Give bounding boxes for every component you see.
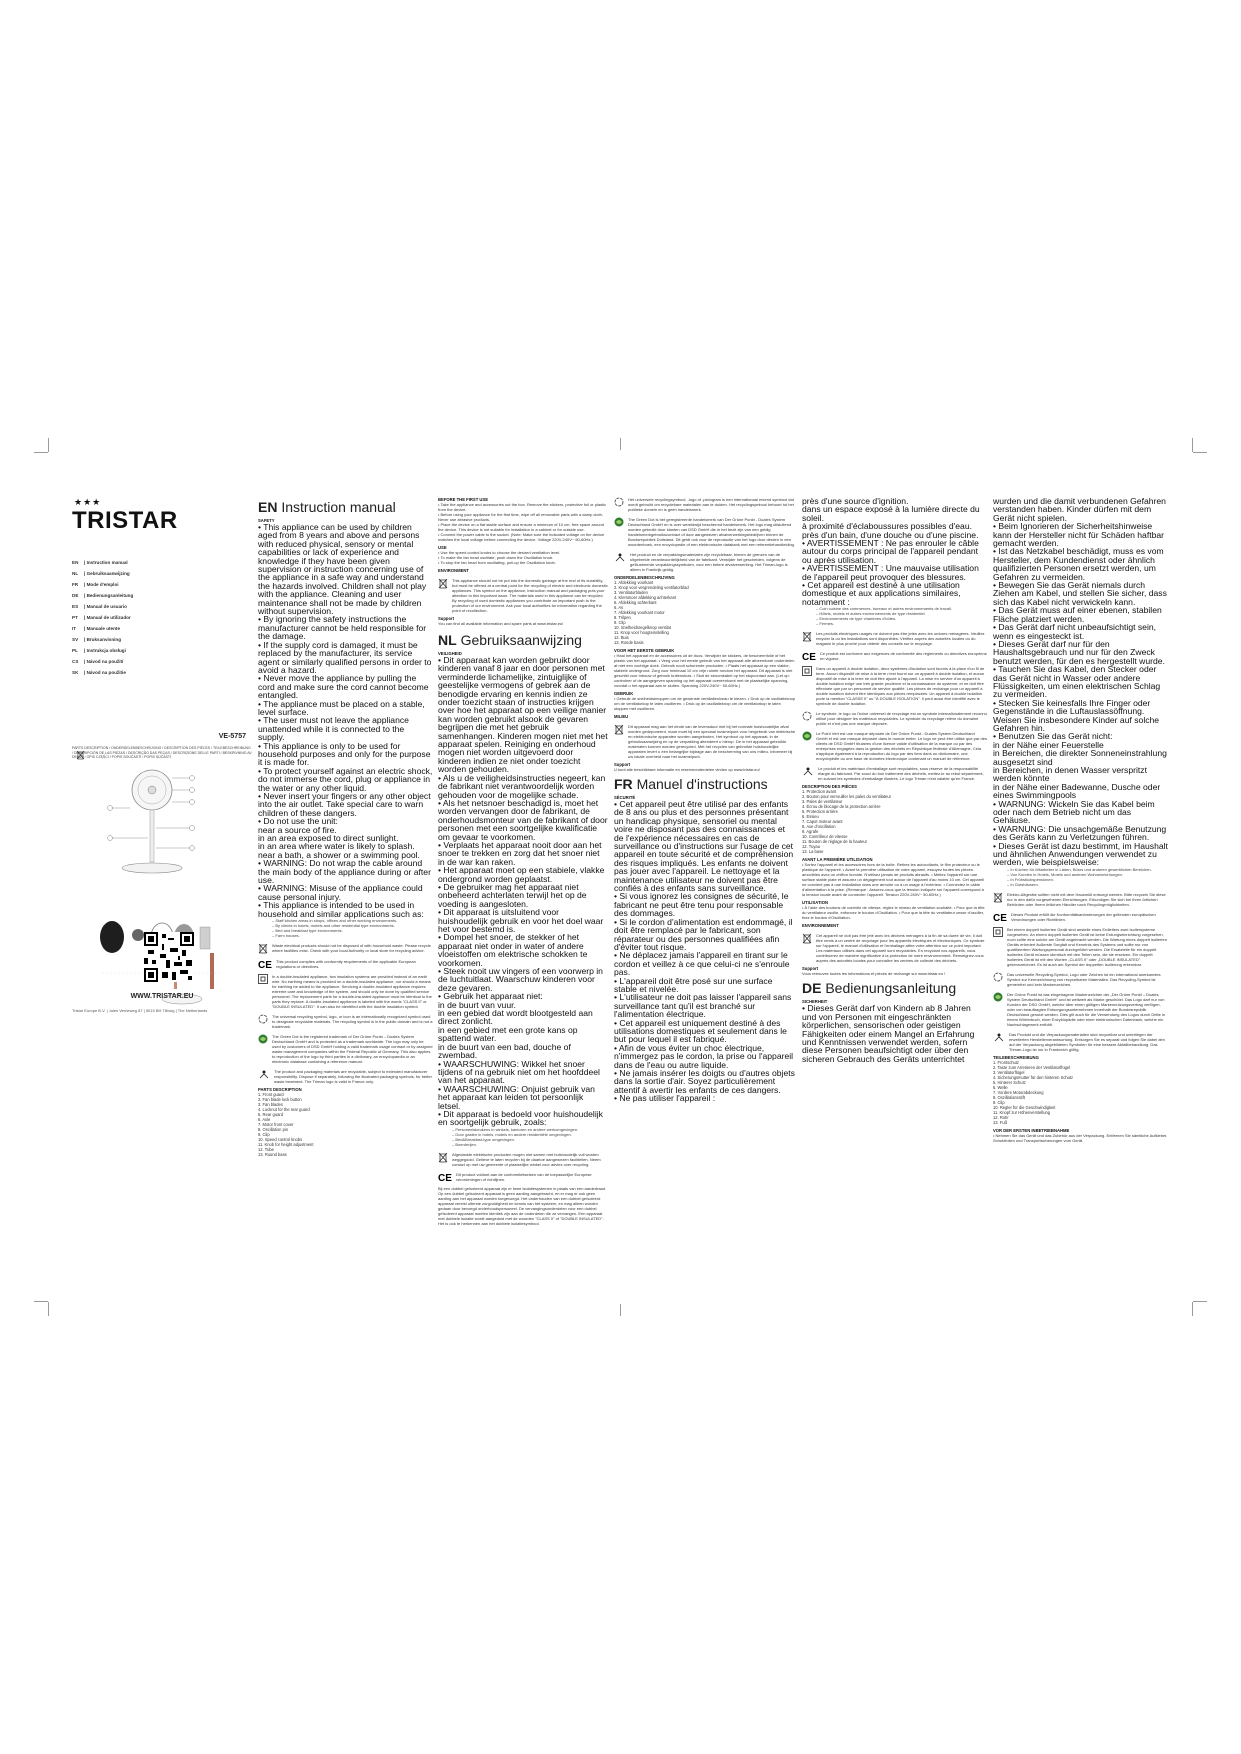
use-text: • À l'aide des boutons de contrôle de vitesse, réglez le niveau de ventilation souhaité. • Pour que la tête du ventilateur oscille, enfoncez le bouton d'Oscillation. • Pour que la tête du ventilateur cesse d'osciller, tirez le bouton d'Oscillation.	[802, 905, 985, 921]
support-text: Vous retrouvez toutes les informations et pièces de rechange sur www.tristar.eu !	[802, 971, 946, 977]
safety-instructions: • Cet appareil peut être utilisé par des enfants de 8 ans ou plus et des personnes présentant un handicap physique, sensoriel ou mental voire ne disposant pas des connaissances et de l'expérience nécessaires en cas de surveillance ou d'instructions sur l'usage de cet appareil en toute sécurité et de compréhension des risques impliqués. Les enfants ne doivent pas jouer avec l'appareil. Le nettoyage et la maintenance utilisateur ne doivent pas être confiés à des enfants sans surveillance. • Si vous ignorez les consignes de sécurité, le fabricant ne peut être tenu pour responsable des dommages. • Si le cordon d'alimentation est endommagé, il doit être remplacé par le fabricant, son réparateur ou des personnes qualifiées afin d'éviter tout risque. • Ne déplacez jamais l'appareil en tirant sur le cordon et veillez à ce que celui-ci ne s'enroule pas. • L'appareil doit être posé sur une surface stable et nivelée. • L'utilisateur ne doit pas laisser l'appareil sans surveillance tant qu'il est branché sur l'alimentation électrique. • Cet appareil est uniquement destiné à des utilisations domestiques et seulement dans le but pour lequel il est fabriqué. • Afin de vous éviter un choc électrique, n'immergez pas le cordon, la prise ou l'appareil dans de l'eau ou autre liquide. • Ne jamais insérer les doigts ou d'autres objets dans la sortie d'air. Soyez particulièrement attentif à avertir les enfants de ces dangers. • Ne pas utiliser l'appareil :	[614, 799, 795, 1104]
parts-heading: TEILEBESCHREIBUNG	[993, 1054, 1039, 1060]
recycling-icon	[258, 1014, 268, 1024]
language-item: ES | Manual de usuario	[72, 604, 127, 609]
note-double-insulation: Bei einem doppelt isolierten Gerät sind anstelle eines Erdleiters zwei Isoliersysteme vorgesehen. An einem doppelt isolierten Gerät ist keine Erdungseinrichtung vorgesehen, noch sollte eine solche am Gerät angebracht werden. Die Wartung eines doppelt isolierten Geräts erfordert äußerste Sorgfalt und Kenntnis des Systems und sollte nur von qualifiziertem Wartungspersonal durchgeführt werden. Die Ersatzteile für ein doppelt isoliertes Gerät müssen identisch mit den Teilen sein, die sie ersetzen. Ein doppelt isoliertes Gerät ist mit den Worten „CLASS II" oder „DOUBLE INSULATED" gekennzeichnet. Es ist auch am Symbol der doppelten Isolierung erkennbar.	[993, 927, 1168, 967]
cover-footer	[72, 932, 252, 1013]
brand-logo: TRISTAR	[72, 507, 178, 534]
parts-heading-multilang: PARTS DESCRIPTION / ONDERDELENBESCHRIJVING / DESCRIPTION DES PIÈCES / TEILEBESCHREIBUNG / DESCRIPCIÓN DE LAS PIEZAS / DESCRIÇÃO DAS PEÇAS / DESCRIZIONE DELLE PARTI / BESKRIVNING AV DELAR / OPIS CZĘŚCI / POPIS SOUČÁSTÍ / POPIS SÚČASTÍ	[72, 746, 252, 760]
section-title-de: DE Bedienungsanleitung	[802, 980, 957, 997]
french-german-column	[802, 497, 987, 1087]
parts-heading: ONDERDELENBESCHRIJVING	[614, 575, 675, 580]
note-weee: Elektro-Altgeräte sollten nicht mit dem Hausmüll entsorgt werden. Bitte recyceln Sie diese nur in den dafür vorgesehenen Einrichtungen. Erkundigen Sie sich bei Ihren örtlichen Behörden oder Ihrem örtlichen Händler nach Recyclingmöglichkeiten.	[993, 892, 1168, 907]
weee-bin-icon	[802, 933, 812, 944]
before-use-heading: VOR DER ERSTEN INBETRIEBNAHME	[993, 1127, 1070, 1133]
note-weee: Waste electrical products should not be disposed of with household waste. Please recycle where facilities exist. Check with your local Authority or local store for recycling advice.	[258, 943, 433, 954]
note-recycling: Das universelle Recycling-Symbol, Logo oder Zeichen ist ein international anerkanntes Symbol zur Kennzeichnung von recycelbaren Materialien. Das Recycling-Symbol ist gemeinfrei und kein Markenzeichen.	[993, 972, 1168, 987]
before-use-text: • Nehmen Sie das Gerät und das Zubehör aus der Verpackung. Entfernen Sie sämtliche Aufkleber, Schutzfolien und Transportsicherungen vom Gerät.	[993, 1132, 1168, 1143]
language-item: PL | Instrukcja obsługi	[72, 648, 126, 653]
ce-mark-icon	[438, 1172, 452, 1182]
safety-heading: SICHERHEIT	[802, 999, 828, 1005]
weee-bin-icon	[258, 943, 268, 954]
note-weee: Afgedankte elektrische producten mogen niet samen met huishoudelijk vuil worden weggegooid. Gelieve te laten recyclen bij de daartoe aangewezen faciliteiten. Neem contact op met uw gemeente of plaatselijke winkel voor advies over recycling.	[438, 1152, 608, 1167]
parts-heading: PARTS DESCRIPTION	[258, 1087, 302, 1093]
svg-text:CE: CE	[993, 912, 1007, 924]
note-green-dot: Le Point Vert est une marque déposée de Der Grüne Punkt - Duales System Deutschland GmbH et est une marque déposée dans le monde entier. Le logo ne peut être utilisé que par des clients de DSD GmbH titulaires d'une licence valide d'utilisation de la marque ou par des entreprises engagées dans la gestion des déchets en République fédérale d'Allemagne. Cela s'applique également à la reproduction du logo par des tiers dans un dictionnaire, une encyclopédie ou une base de données électronique contenant un manuel de référence.	[802, 731, 987, 761]
safety-instructions-continued: près d'une source d'ignition. dans un espace exposé à la lumière directe du soleil. à proximité d'éclaboussures possibles d'eau. près d'un bain, d'une douche ou d'une piscine. • AVERTISSEMENT : Ne pas enrouler le câble autour du corps principal de l'appareil pendant ou après utilisation. • AVERTISSEMENT : Une mauvaise utilisation de l'appareil peut provoquer des blessures. • Cet appareil est destiné à une utilisation domestique et aux applications similaires, notamment :	[802, 496, 980, 607]
green-dot-icon	[614, 517, 624, 527]
use-heading: UTILISATION	[802, 900, 828, 906]
website-link[interactable]: WWW.TRISTAR.EU	[130, 993, 194, 1000]
double-insulation-icon	[993, 927, 1003, 937]
language-item: FR | Mode d'emploi	[72, 582, 119, 587]
environment-heading: ENVIRONMENT	[438, 568, 469, 573]
note-ce: CE Ce produit est conforme aux exigences de conformité des règlements ou directives européens en vigueur.	[802, 651, 987, 664]
triman-icon	[614, 552, 626, 562]
green-dot-icon	[258, 1034, 268, 1044]
language-item: NL | Gebruiksaanwijzing	[72, 571, 130, 576]
support-heading: Support	[802, 966, 819, 972]
ce-mark-icon	[258, 959, 272, 972]
crop-mark	[34, 452, 48, 453]
svg-text:CE: CE	[802, 652, 816, 664]
safety-instructions: • This appliance can be used by children aged from 8 years and above and persons with reduced physical, sensory or mental capabilities or lack of experience and knowledge if they have been given supervision or instruction concerning use of the appliance in a safe way and understand the hazards involved. Children shall not play with the appliance. Cleaning and user maintenance shall not be made by children without supervision. • By ignoring the safety instructions the manufacturer cannot be held responsible for the damage. • If the supply cord is damaged, it must be replaced by the manufacturer, its service agent or similarly qualified persons in order to avoid a hazard. • Never move the appliance by pulling the cord and make sure the cord cannot become entangled. • The appliance must be placed on a stable, level surface. • The user must not leave the appliance unattended while it is connected to the supply. • This appliance is only to be used for household purposes and only for the purpose it is made for. • To protect yourself against an electric shock, do not immerse the cord, plug or appliance in the water or any other liquid. • Never insert your fingers or any other object into the air outlet. Take special care to warn children of these dangers. • Do not use the unit: near a source of fire. in an area exposed to direct sunlight. in an area where water is likely to splash. near a bath, a shower or a swimming pool. • WARNING: Do not wrap the cable around the main body of the appliance during or after use. • WARNING: Misuse of the appliance could cause personal injury. • This appliance is intended to be used in household and similar applications such as:	[258, 522, 433, 919]
environment-note: This appliance should not be put into the domestic garbage at the end of its durability, but must be offered at a central point for the recycling of electric and electronic domestic appliances. This symbol on the appliance, instruction manual and packaging puts your attention to this important issue. The materials used in this appliance can be recycled. By recycling of used domestic appliances you contribute an important push to the protection of our environment. Ask your local authorities for information regarding the point of recollection.	[438, 578, 608, 613]
fold-mark	[620, 1304, 621, 1316]
double-insulation-icon	[802, 666, 812, 676]
qr-code-icon[interactable]	[144, 932, 194, 982]
note-triman: Le produit et les matériaux d'emballage sont recyclables, sous réserve de la responsabilité élargie du fabricant. Par souci du bon traitement des déchets, mettez-le au rebut séparément, en suivant les symboles d'emballage illustrés. Le logo Triman n'est valable qu'en France.	[802, 766, 987, 781]
safety-heading: SÉCURITÉ	[614, 795, 636, 800]
crop-mark	[1193, 1301, 1207, 1302]
weee-bin-icon	[993, 892, 1003, 903]
language-list	[72, 557, 252, 678]
note-ce: CE This product complies with conformity requirements of the applicable European regulations or directives.	[258, 959, 416, 972]
before-use-heading: VOOR HET EERSTE GEBRUIK	[614, 648, 675, 653]
dutch-french-column	[614, 497, 796, 1104]
support-heading: Support	[438, 616, 455, 621]
safety-heading: SAFETY	[258, 518, 275, 523]
green-dot-icon	[993, 992, 1003, 1002]
fold-mark	[620, 438, 621, 450]
safety-instructions-continued: wurden und die damit verbundenen Gefahren verstanden haben. Kinder dürfen mit dem Gerät nicht spielen. • Beim Ignorieren der Sicherheitshinweise kann der Hersteller nicht für Schäden haftbar gemacht werden. • Ist das Netzkabel beschädigt, muss es vom Hersteller, dem Kundendienst oder ähnlich qualifizierten Personen ersetzt werden, um Gefahren zu vermeiden. • Bewegen Sie das Gerät niemals durch Ziehen am Kabel, und stellen Sie sicher, dass sich das Kabel nicht verwickeln kann. • Das Gerät muss auf einer ebenen, stabilen Fläche platziert werden. • Das Gerät darf nicht unbeaufsichtigt sein, wenn es eingesteckt ist. • Dieses Gerät darf nur für den Haushaltsgebrauch und nur für den Zweck benutzt werden, für den es hergestellt wurde. • Tauchen Sie das Kabel, den Stecker oder das Gerät nicht in Wasser oder andere Flüssigkeiten, um einen elektrischen Schlag zu vermeiden. • Stecken Sie keinesfalls Ihre Finger oder Gegenstände in die Luftauslassöffnung. Weisen Sie insbesondere Kinder auf solche Gefahren hin. • Benutzen Sie das Gerät nicht: in der Nähe einer Feuerstelle in Bereichen, die direkter Sonneneinstrahlung ausgesetzt sind in Bereichen, in denen Wasser verspritzt werden könnte in der Nähe einer Badewanne, Dusche oder eines Swimmingpools • WARNUNG: Wickeln Sie das Kabel beim oder nach dem Betrieb nicht um das Gehäuse. • WARNUNG: Die unsachgemäße Benutzung des Geräts kann zu Verletzungen führen. • Dieses Gerät ist dazu bestimmt, im Haushalt und ähnlichen Anwendungen verwendet zu werden, wie beispielsweise:	[993, 496, 1168, 868]
svg-text:CE: CE	[438, 1172, 452, 1184]
note-ce: CE Dieses Produkt erfüllt die Konformitätsanforderungen der geltenden europäischen Verordnungen oder Richtlinien.	[993, 911, 1156, 924]
section-title-fr: FR Manuel d'instructions	[614, 776, 768, 792]
before-use-text: • Sortez l'appareil et les accessoires hors de la boîte. Retirez les autocollants, le film protecteur ou le plastique de l'appareil. • Avant la première utilisation de votre appareil, essuyez toutes les pièces amovibles avec un chiffon humide. N'utilisez jamais de produits abrasifs. • Mettez l'appareil sur une surface stable plate et assurez un dégagement tout autour de l'appareil d'au moins 10 cm. Cet appareil ne convient pas à une installation dans une armoire ou à un usage à l'extérieur. • Connectez le câble d'alimentation à la prise. (Remarque : Assurez-vous que la tension indiquée sur l'appareil correspond à la tension locale avant de connecter l'appareil. Tension 220V-240V~ 50-60Hz.)	[802, 862, 985, 898]
parts-list: 1. Afdekking voorkant 2. Knop voor vergrendeling ventilatorblad 3. Ventilatorbladen 4. Klemmoer afdekking achterkant 5. Afdekking achterkant 6. As 7. Afdekking voorkant motor 8. Trilpen 9. Clip 10. Snelheidsregelknop ventilat 11. Knop voor hoogteinstelling 12. Buis 13. Ronde basis	[614, 580, 689, 645]
support-text: U kunt alle beschikbare informatie en reserveonderdelen vinden op www.tristar.eu!	[614, 767, 760, 772]
weee-bin-icon	[802, 631, 812, 642]
safety-heading: VEILIGHEID	[438, 651, 462, 656]
ce-mark-icon	[993, 912, 1007, 922]
fan-drawing	[72, 768, 252, 878]
recycling-icon	[993, 972, 1003, 982]
applications-list: – Staff kitchen areas in shops, offices and other working environments. – By clients in hotels, motels and other residential type environments. – Bed and breakfast type environments. – Farm houses.	[272, 918, 398, 939]
before-use-heading: AVANT LA PREMIÈRE UTILISATION	[802, 857, 873, 863]
note-double-insulation: Dans un appareil à double isolation, deux systèmes d'isolation sont fournis à la place d'un fil de terre. Aucun dispositif de mise à la terre n'est fourni sur un appareil à double isolation, et aucun dispositif de mise à la terre ne doit être ajouté à l'appareil. La mise en service d'un appareil à double isolation exige une très grande prudence et la connaissance du système, et ne doit être effectuée que par un personnel de service qualifié. Les pièces de rechange pour un appareil à double isolation doivent être identiques aux pièces remplacées. Un appareil à double isolation porte la mention "CLASSE II" ou "À DOUBLE ISOLATION". Il peut aussi être identifié avec le symbole de double isolation.	[802, 666, 987, 706]
english-dutch-column	[438, 497, 608, 1226]
applications-list: – In Küchen für Mitarbeiter in Läden, Büros und anderen gewerblichen Bereichen. – Von Kunden in Hotels, Motels und anderen Wohneinrichtungen. – In Frühstückspensionen. – In Gutshäusern.	[1007, 866, 1152, 887]
parts-list: 1. Front guard 2. Fan blade lock button 3. Fan blades 4. Locknut for the rear guard 5. Rear guard 6. Axle 7. Motor front cover 8. Oscillation pin 9. Clip 10. Speed control knobs 11. Knob for height adjustment 12. Tube 13. Round base	[258, 1092, 314, 1158]
recycling-icon	[614, 497, 624, 507]
crop-mark	[1193, 452, 1207, 453]
model-number: VE-5757	[218, 733, 246, 740]
use-heading: GEBRUIK	[614, 691, 634, 696]
note-ce: CE Dit product voldoet aan de conformiteitseisen van de toepasselijke Europese verordeningen of richtlijnen.	[438, 1171, 592, 1184]
environment-note: Cet appareil ne doit pas être jeté avec les déchets ménagers à la fin de sa durée de vie, il doit être remis à un centre de recyclage pour les appareils électriques et électroniques. Ce symbole sur l'appareil, le manuel d'utilisation et l'emballage attire votre attention sur ce point important. Les matériaux utilisés dans cet appareil sont recyclables. En recyclant vos appareils, vous contribuerez de manière significative à la protection de notre environnement. Renseignez-vous auprès des autorités locales pour connaître les centres de collecte des déchets.	[802, 933, 987, 963]
note-weee: Les produits électriques usagés ne doivent pas être jetés avec les ordures ménagères. Veuillez recycler là où les installations sont disponibles. Vérifiez auprès des autorités locales ou du magasin le plus proche pour obtenir des conseils sur le recyclage.	[802, 631, 987, 646]
svg-text:CE: CE	[258, 960, 272, 972]
note-green-dot: The Green Dot is het geregistreerde handelsmerk van Der Grüne Punkt - Duales System Deutschland GmbH en is over wereldwijd beschermd handelsmerk. Het logo mag uitsluitend worden gebruikt door klanten van DSD GmbH die in het bezit zijn van een geldig handelsmerkgebruikscontract of door aangewezen afvalverwerkingsbedrijven binnen de Bondsrepubliek Duitsland. Dit geldt ook voor de reproductie van het logo door derden in een woordenboek, een encyclopedie of een elektronische databank met een referentiehandleiding.	[614, 517, 796, 547]
double-insulation-icon	[258, 974, 268, 984]
green-dot-icon	[802, 731, 812, 741]
applications-list: – Coin cuisine des commerces, bureaux et autres environnements de travail. – Hôtels, motels et autres environnements de type résidentiel. – Environnements de type chambres d'hôtes. – Fermes.	[816, 606, 952, 627]
cover-column	[72, 497, 252, 1102]
note-triman: The product and packaging materials are recyclable, subject to extended manufacturer responsibility. Dispose if separately, following the illustrated packaging symbols, for better waste treatment. The Triman logo is valid in France only.	[258, 1069, 433, 1084]
weee-bin-icon	[614, 724, 624, 735]
crop-mark	[48, 1302, 49, 1316]
english-column	[258, 497, 433, 1158]
note-green-dot: The Green Dot is the registered trademark of Der Grüne Punkt – Duales System Deutschland GmbH and is protected as a trademark worldwide. The logo may only be used by customers of DSD GmbH holding a valid trademark usage contract or by assigned waste management companies within the Federal Republic of Germany. This also applies to reproduction of the logo by third parties in a dictionary, an encyclopaedia or an electronic database containing a reference manual.	[258, 1034, 433, 1064]
recycling-icon	[802, 711, 812, 721]
language-item: EN | Instruction manual	[72, 560, 128, 565]
safety-instructions: • Dieses Gerät darf von Kindern ab 8 Jahren und von Personen mit eingeschränkten körperlichen, sensorischen oder geistigen Fähigkeiten oder einem Mangel an Erfahrung und Kenntnissen verwendet werden, sofern diese Personen beaufsichtigt oder über den sicheren Gebrauch des Geräts unterrichtet	[802, 1003, 975, 1064]
environment-heading: MILIEU	[614, 714, 629, 719]
note-recycling: The universal recycling symbol, logo, or icon is an internationally recognized symbol used to designate recyclable materials. The recycling symbol is in the public domain and is not a trademark.	[258, 1014, 433, 1029]
weee-bin-icon	[438, 578, 448, 589]
note-double-insulation: In a double-insulated appliance, two insulation systems are provided instead of an earth wire. No earthing means is provided on a double-insulated appliance, nor should a means for earthing be added to the appliance. Servicing a double-insulated appliance requires extreme care and knowledge of the system, and should only be done by qualified service personnel. The replacement parts for a double-insulated appliance must be identical to the parts they replace. A double-insulated appliance is labeled with the words "CLASS II" or "DOUBLE INSULATED". It can also be identified with the double insulation symbol.	[258, 974, 433, 1009]
weee-bin-icon	[76, 747, 85, 765]
language-item: SK | Návod na použitie	[72, 670, 126, 675]
language-item: DE | Bedienungsanleitung	[72, 593, 134, 598]
support-heading: Support	[614, 762, 631, 767]
fan-assembled-illustration	[72, 768, 252, 883]
ce-mark-icon	[802, 651, 816, 664]
use-text: • Use the speed control knobs to choose the desired ventilation level. • To make the fan head oscillate, push down the Oscillation knob. • To stop the fan head from oscillating, pull-up the Oscillation knob.	[438, 550, 561, 565]
before-use-text: • Haal het apparaat en de accessoires uit de doos. Verwijder de stickers, de beschermfolie of het plastic van het apparaat. • Veeg voor het eerste gebruik van het apparaat alle afneembare onderdelen af met een vochtige doek. Gebruik nooit schurende producten. • Plaats het apparaat op een vlakke, stabiele ondergrond. Zorg voor minimaal 10 cm vrije ruimte rondom het apparaat. Dit apparaat is niet geschikt voor inbouw of gebruik buitenshuis. • Sluit de stroomkabel op het stopcontact aan. (Let op: controleer of de aangegeven spanning op het apparaat overeenkomt met de plaatselijke spanning, voordat u het apparaat aan te sluiten. Spanning 220V-240V~ 50-60Hz.)	[614, 653, 795, 688]
note-triman: Das Produkt und die Verpackungsmaterialien sind recycelbar und unterliegen der erweiterten Herstellerverantwortung. Entsorgen Sie es separat und folgen Sie dabei den auf der Verpackung abgebildeten Symbolen für eine bessere Abfallbehandlung. Das Triman-Logo ist nur in Frankreich gültig.	[993, 1032, 1168, 1052]
before-use-heading: BEFORE THE FIRST USE	[438, 497, 489, 502]
use-heading: USE	[438, 545, 447, 550]
language-item: IT | Manuale utente	[72, 626, 120, 631]
note-double-insulation: Bij een dubbel geïsoleerd apparaat zijn er twee isolatiesystemen in plaats van een aardedraad. Op een dubbel geïsoleerd apparaat is geen aarding aangebracht, en er mag er ook geen aarding aan het apparaat worden toegevoegd. Het onderhouden van een dubbel geïsoleerd apparaat vereist uiterste zorgvuldigheid en kennis van het systeem, en mag alleen worden gedaan door bevoegd onderhoudspersoneel. De vervangingsonderdelen voor een dubbel geïsoleerd apparaat moeten identiek zijn aan de onderdelen die ze vervangen. Een apparaat met dubbele isolatie wordt aangeduid met de woorden "CLASS II" of "DOUBLE INSULATED". Het is ook te herkennen aan het dubbele isolatiesymbool.	[438, 1185, 607, 1226]
parts-heading: DESCRIPTION DES PIÈCES	[802, 784, 857, 790]
language-item: CS | Návod na použití	[72, 659, 124, 664]
applications-list: – Personeelskeukens in winkels, kantoren en andere werkomgevingen. – Door gasten in hotels, motels en andere residentiële omgevingen. – Bed&Breakfast-type omgevingen. – Boerderijen.	[452, 1126, 579, 1147]
section-title-nl: NL Gebruiksaanwijzing	[438, 632, 582, 648]
environment-note: Dit apparaat mag aan het einde van de levensduur niet bij het normale huishoudelijke afval worden gedeponeerd, maar moet bij een speciaal inzamelpunt voor hergebruik van elektrische en elektronische apparaten worden aangeboden. Het symbool op het apparaat, in de gebruiksaanwijzing en op de verpakking attendeert u hierop. De in het apparaat gebruikte materialen kunnen worden gerecycled. Met het recyclen van gebruikte huishoudelijke apparaten levert u een belangrijke bijdrage aan de bescherming van ons milieu. Informeer bij uw lokale overheid naar het inzamelpunt.	[614, 724, 796, 759]
environment-heading: ENVIRONNEMENT	[802, 923, 839, 929]
crop-mark	[48, 438, 49, 452]
triman-icon	[802, 766, 814, 776]
german-column	[993, 496, 1168, 1143]
crop-mark	[34, 1301, 48, 1302]
language-item: SV | Bruksanvisning	[72, 637, 122, 642]
note-recycling: Le symbole, le logo ou l'icône universel de recyclage est un symbole internationalement reconnu utilisé pour désigner les matériaux recyclables. Le symbole du recyclage relève du domaine public et n'est pas une marque déposée.	[802, 711, 987, 726]
safety-instructions: • Dit apparaat kan worden gebruikt door kinderen vanaf 8 jaar en door personen met verminderde lichamelijke, zintuiglijke of geestelijke vermogens of gebrek aan de benodigde ervaring en kennis indien ze onder toezicht staan of instructies krijgen over hoe het apparaat op een veilige manier kan worden gebruikt alsook de gevaren begrijpen die met het gebruik samenhangen. Kinderen mogen niet met het apparaat spelen. Reiniging en onderhoud mogen niet worden uitgevoerd door kinderen indien ze niet onder toezicht worden gehouden. • Als u de veiligheidsinstructies negeert, kan de fabrikant niet verantwoordelijk worden gehouden voor de mogelijke schade. • Als het netsnoer beschadigd is, moet het worden vervangen door de fabrikant, de onderhoudsmonteur van de fabrikant of door personen met een soortgelijke kwalificatie om gevaar te voorkomen. • Verplaats het apparaat nooit door aan het snoer te trekken en zorg dat het snoer niet in de war kan raken. • Het apparaat moet op een stabiele, vlakke ondergrond worden geplaatst. • De gebruiker mag het apparaat niet onbeheerd achterlaten terwijl het op de voeding is aangesloten. • Dit apparaat is uitsluitend voor huishoudelijk gebruik en voor het doel waar het voor bestemd is. • Dompel het snoer, de stekker of het apparaat niet onder in water of andere vloeistoffen om elektrische schokken te voorkomen. • Steek nooit uw vingers of een voorwerp in de luchtuitlaat. Waarschuw kinderen voor deze gevaren. • Gebruik het apparaat niet: in de buurt van vuur. in een gebied dat wordt blootgesteld aan direct zonlicht. in een gebied met een grote kans op spattend water. in de buurt van een bad, douche of zwembad. • WAARSCHUWING: Wikkel het snoer tijdens of na gebruik niet om het hoofddeel van het apparaat. • WAARSCHUWING: Onjuist gebruik van het apparaat kan leiden tot persoonlijk letsel. • Dit apparaat is bedoeld voor huishoudelijk en soortgelijk gebruik, zoals:	[438, 655, 608, 1128]
parts-list: 1. Frontschutz 2. Taste zum Arretieren der Ventilatorflügel 3. Ventilatorflügel 4. Sicherungsmutter für den hinteren Schutz 5. Hinterer Schutz 6. Welle 7. Vordere Motorabdeckung 8. Oszillationsstift 9. Clip 10. Regler für die Geschwindigkeit 11. Knopf zur Höhenverstellung 12. Rohr 13. Fuß	[993, 1059, 1074, 1125]
weee-bin-icon	[438, 1152, 448, 1163]
note-recycling: Het universele recyclingsymbool, -logo of -pictogram is een internationaal erkend symbool dat wordt gebruikt om recyclebare materialen aan te duiden. Het recyclingsymbool behoort tot het publieke domein en is geen handelsmerk.	[614, 497, 796, 512]
note-triman: Het product en de verpakkingsmaterialen zijn recyclebaar, binnen de grenzen van de uitgebreide verantwoordelijkheid van de fabrikant. Verwijder het gescheiden, volgens de geïllustreerde verpakkingssymbolen, voor een betere afvalverwerking. Het Triman-logo is alleen in Frankrijk geldig.	[614, 552, 796, 572]
note-green-dot: Der Grüne Punkt ist das eingetragene Markenzeichen der „Der Grüne Punkt – Duales System Deutschland GmbH" und ist weltweit als Marke geschützt. Das Logo darf nur von Kunden der DSD GmbH, welche über einen gültigen Markennutzungsvertrag verfügen, oder von beauftragten Entsorgungsunternehmen innerhalb der Bundesrepublik Deutschland genutzt werden. Dies gilt auch für die Verwendung des Logos durch Dritte in einem Wörterbuch, einer Enzyklopädie oder einer elektronischen Datenbank, welche ein Nachschlagewerk enthält.	[993, 992, 1168, 1027]
brand-stars: ★★★	[74, 497, 102, 507]
crop-mark	[1192, 438, 1193, 452]
parts-list: 1. Protection avant 2. Bouton pour verrouiller les pales du ventilateur 3. Pales de ventilateur 4. Écrou de blocage de la protection arrière 5. Protection arrière 6. Essieu 7. Capot moteur avant 8. Axe d'oscillation 9. Agrafe 10. Contrôleur de vitesse 11. Bouton de réglage de la hauteur 12. Tuyau 13. La base	[802, 789, 891, 855]
section-title-en: EN Instruction manual	[258, 499, 396, 515]
use-text: • Gebruik de snelheidsknoppen om de gewenste ventilatieniveau te kiezen. • Druk op de oscillatieknop om de ventilatorkop te laten oscilleren. • Druk op de oscillatieknop om de ventilatorkop te laten stoppen met oscilleren.	[614, 696, 796, 711]
triman-icon	[993, 1032, 1005, 1042]
before-use-text: • Take the appliance and accessories out the box. Remove the stickers, protective foil or plastic from the device. • Before using your appliance for the first time, wipe off all removable parts with a damp cloth. Never use abrasive products. • Place the device on a flat stable surface and ensure a minimum of 10 cm. free space around the device. This device is not suitable for installation in a cabinet or for outside use. • Connect the power cable to the socket. (Note: Make sure the indicated voltage on the device matches the local voltage before connecting the device. Voltage 220V-240V~ 50-60Hz.)	[438, 502, 607, 542]
triman-icon	[258, 1069, 270, 1079]
support-text: You can find all available information and spare parts at www.tristar.eu!	[438, 621, 564, 626]
crop-mark	[1192, 1302, 1193, 1316]
company-address: Tristar Europe B.V. | Jules Verneweg 87 | 5015 BH Tilburg | The Netherlands	[72, 1008, 208, 1013]
language-item: PT | Manual de utilizador	[72, 615, 131, 620]
